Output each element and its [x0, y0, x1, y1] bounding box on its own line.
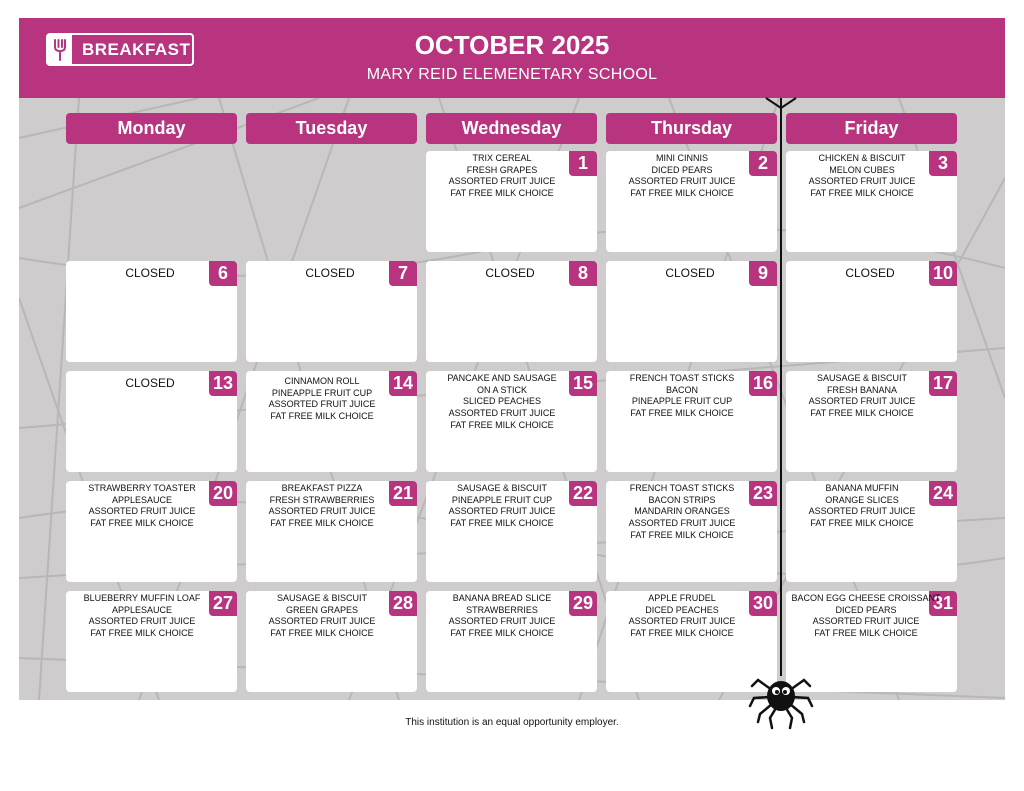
menu-item: STRAWBERRIES — [466, 604, 538, 615]
menu-item: FAT FREE MILK CHOICE — [90, 628, 194, 639]
menu-item: FRESH GRAPES — [466, 164, 538, 175]
menu-item: ASSORTED FRUIT JUICE — [88, 506, 196, 517]
calendar-day-cell — [786, 481, 957, 582]
menu-list — [786, 483, 938, 530]
menu-item: FAT FREE MILK CHOICE — [90, 518, 194, 529]
menu-item: FAT FREE MILK CHOICE — [450, 628, 554, 639]
date-number: 15 — [569, 371, 597, 396]
date-number: 8 — [569, 261, 597, 286]
date-number: 21 — [389, 481, 417, 506]
menu-item: ASSORTED FRUIT JUICE — [628, 518, 736, 529]
date-number: 6 — [209, 261, 237, 286]
menu-item: FAT FREE MILK CHOICE — [270, 518, 374, 529]
calendar-day-cell — [426, 591, 597, 692]
menu-item: SAUSAGE & BISCUIT — [456, 483, 548, 493]
menu-item: CINNAMON ROLL — [284, 376, 360, 386]
menu-item: BANANA BREAD SLICE — [452, 593, 552, 603]
menu-item: STRAWBERRY TOASTER — [88, 483, 196, 493]
menu-item: SAUSAGE & BISCUIT — [276, 593, 368, 603]
menu-item: ASSORTED FRUIT JUICE — [812, 616, 920, 627]
menu-item: APPLESAUCE — [111, 604, 173, 615]
day-header-thursday: Thursday — [606, 113, 777, 144]
menu-item: PINEAPPLE FRUIT CUP — [271, 387, 373, 398]
menu-list — [786, 373, 938, 420]
closed-label: CLOSED — [845, 266, 895, 280]
menu-list — [426, 483, 578, 530]
menu-item: FAT FREE MILK CHOICE — [810, 188, 914, 199]
menu-item: ASSORTED FRUIT JUICE — [448, 616, 556, 627]
menu-list — [66, 483, 218, 530]
menu-item: ASSORTED FRUIT JUICE — [628, 176, 736, 187]
calendar-day-cell — [66, 591, 237, 692]
menu-item: BACON EGG CHEESE CROISSANT — [791, 593, 941, 603]
logo-label: BREAKFAST — [82, 39, 191, 59]
date-number: 30 — [749, 591, 777, 616]
menu-list — [426, 153, 578, 200]
calendar-day-cell — [246, 591, 417, 692]
calendar-day-cell — [426, 261, 597, 362]
date-number: 9 — [749, 261, 777, 286]
menu-list — [786, 593, 946, 640]
menu-list — [606, 373, 758, 420]
menu-item: ASSORTED FRUIT JUICE — [808, 396, 916, 407]
date-number: 29 — [569, 591, 597, 616]
calendar-day-cell — [606, 261, 777, 362]
calendar-day-cell — [786, 591, 957, 692]
date-number: 10 — [929, 261, 957, 286]
date-number: 22 — [569, 481, 597, 506]
page-title: OCTOBER 2025 — [414, 30, 610, 60]
menu-item: DICED PEARS — [835, 604, 897, 615]
calendar-day-cell — [606, 591, 777, 692]
closed-label: CLOSED — [485, 266, 535, 280]
calendar-day-cell — [786, 261, 957, 362]
menu-item: APPLESAUCE — [111, 494, 173, 505]
school-name: MARY REID ELEMENETARY SCHOOL — [366, 66, 658, 83]
menu-item: DICED PEARS — [651, 164, 713, 175]
menu-item: MANDARIN ORANGES — [634, 506, 730, 517]
menu-item: FRENCH TOAST STICKS — [629, 483, 735, 493]
menu-item: FAT FREE MILK CHOICE — [450, 188, 554, 199]
menu-item: FAT FREE MILK CHOICE — [450, 518, 554, 529]
calendar-day-cell — [606, 371, 777, 472]
calendar-day-cell — [606, 481, 777, 582]
calendar-day-cell — [606, 151, 777, 252]
menu-item: PINEAPPLE FRUIT CUP — [631, 396, 733, 407]
closed-label: CLOSED — [665, 266, 715, 280]
menu-list — [246, 483, 398, 530]
day-header-tuesday: Tuesday — [246, 113, 417, 144]
menu-item: PINEAPPLE FRUIT CUP — [451, 494, 553, 505]
menu-list — [426, 593, 578, 640]
date-number: 13 — [209, 371, 237, 396]
menu-item: MINI CINNIS — [655, 153, 708, 163]
menu-item: TRIX CEREAL — [472, 153, 532, 163]
closed-label: CLOSED — [305, 266, 355, 280]
day-header-monday: Monday — [66, 113, 237, 144]
calendar-day-cell — [66, 371, 237, 472]
menu-item: FAT FREE MILK CHOICE — [630, 408, 734, 419]
date-number: 20 — [209, 481, 237, 506]
menu-item: BANANA MUFFIN — [825, 483, 899, 493]
menu-item: ASSORTED FRUIT JUICE — [808, 506, 916, 517]
menu-item: DICED PEACHES — [645, 604, 719, 615]
menu-item: FAT FREE MILK CHOICE — [630, 529, 734, 540]
calendar-day-cell — [246, 371, 417, 472]
date-number: 7 — [389, 261, 417, 286]
date-number: 3 — [929, 151, 957, 176]
calendar-day-cell — [66, 261, 237, 362]
menu-item: FRENCH TOAST STICKS — [629, 373, 735, 383]
menu-item: SAUSAGE & BISCUIT — [816, 373, 908, 383]
menu-list — [426, 373, 578, 432]
menu-item: ASSORTED FRUIT JUICE — [268, 616, 376, 627]
calendar-day-cell — [246, 481, 417, 582]
calendar-day-cell — [246, 261, 417, 362]
day-header-friday: Friday — [786, 113, 957, 144]
date-number: 17 — [929, 371, 957, 396]
closed-label: CLOSED — [125, 376, 175, 390]
footer-note: This institution is an equal opportunity employer. — [405, 717, 619, 728]
calendar-board — [19, 98, 1005, 700]
date-number: 27 — [209, 591, 237, 616]
menu-item: ASSORTED FRUIT JUICE — [448, 176, 556, 187]
closed-label: CLOSED — [125, 266, 175, 280]
menu-list — [246, 593, 398, 640]
menu-item: BACON STRIPS — [648, 494, 716, 505]
menu-item: CHICKEN & BISCUIT — [818, 153, 906, 163]
menu-item: PANCAKE AND SAUSAGE — [447, 373, 557, 383]
date-number: 2 — [749, 151, 777, 176]
menu-item: FRESH BANANA — [826, 384, 897, 395]
calendar-day-cell — [426, 151, 597, 252]
date-number: 24 — [929, 481, 957, 506]
header-banner — [19, 18, 1005, 98]
menu-item: ASSORTED FRUIT JUICE — [448, 408, 556, 419]
menu-item: FAT FREE MILK CHOICE — [814, 628, 918, 639]
menu-item: BLUEBERRY MUFFIN LOAF — [83, 593, 201, 603]
menu-list — [606, 483, 758, 542]
menu-list — [606, 153, 758, 200]
menu-item: FAT FREE MILK CHOICE — [810, 408, 914, 419]
menu-item: APPLE FRUDEL — [648, 593, 716, 603]
menu-item: ON A STICK — [476, 384, 527, 395]
menu-item: FAT FREE MILK CHOICE — [630, 628, 734, 639]
menu-item: ASSORTED FRUIT JUICE — [628, 616, 736, 627]
menu-item: GREEN GRAPES — [285, 604, 359, 615]
menu-item: BREAKFAST PIZZA — [281, 483, 363, 493]
date-number: 23 — [749, 481, 777, 506]
date-number: 14 — [389, 371, 417, 396]
menu-item: BACON — [665, 384, 698, 395]
date-number: 28 — [389, 591, 417, 616]
menu-item: SLICED PEACHES — [462, 396, 542, 407]
menu-item: ASSORTED FRUIT JUICE — [448, 506, 556, 517]
menu-item: ASSORTED FRUIT JUICE — [88, 616, 196, 627]
menu-item: ORANGE SLICES — [825, 494, 899, 505]
menu-item: FAT FREE MILK CHOICE — [270, 628, 374, 639]
menu-item: FRESH STRAWBERRIES — [269, 494, 375, 505]
menu-item: ASSORTED FRUIT JUICE — [268, 399, 376, 410]
menu-list — [606, 593, 758, 640]
menu-list — [786, 153, 938, 200]
date-number: 16 — [749, 371, 777, 396]
calendar-day-cell — [786, 151, 957, 252]
calendar-day-cell — [426, 481, 597, 582]
date-number: 31 — [929, 591, 957, 616]
menu-item: FAT FREE MILK CHOICE — [630, 188, 734, 199]
calendar-day-cell — [66, 481, 237, 582]
menu-list — [246, 376, 398, 423]
date-number: 1 — [569, 151, 597, 176]
menu-item: FAT FREE MILK CHOICE — [450, 419, 554, 430]
calendar-day-cell — [426, 371, 597, 472]
menu-item: ASSORTED FRUIT JUICE — [808, 176, 916, 187]
menu-item: FAT FREE MILK CHOICE — [810, 518, 914, 529]
menu-item: MELON CUBES — [829, 164, 895, 175]
day-header-wednesday: Wednesday — [426, 113, 597, 144]
menu-list — [66, 593, 218, 640]
calendar-day-cell — [786, 371, 957, 472]
menu-item: ASSORTED FRUIT JUICE — [268, 506, 376, 517]
menu-item: FAT FREE MILK CHOICE — [270, 411, 374, 422]
